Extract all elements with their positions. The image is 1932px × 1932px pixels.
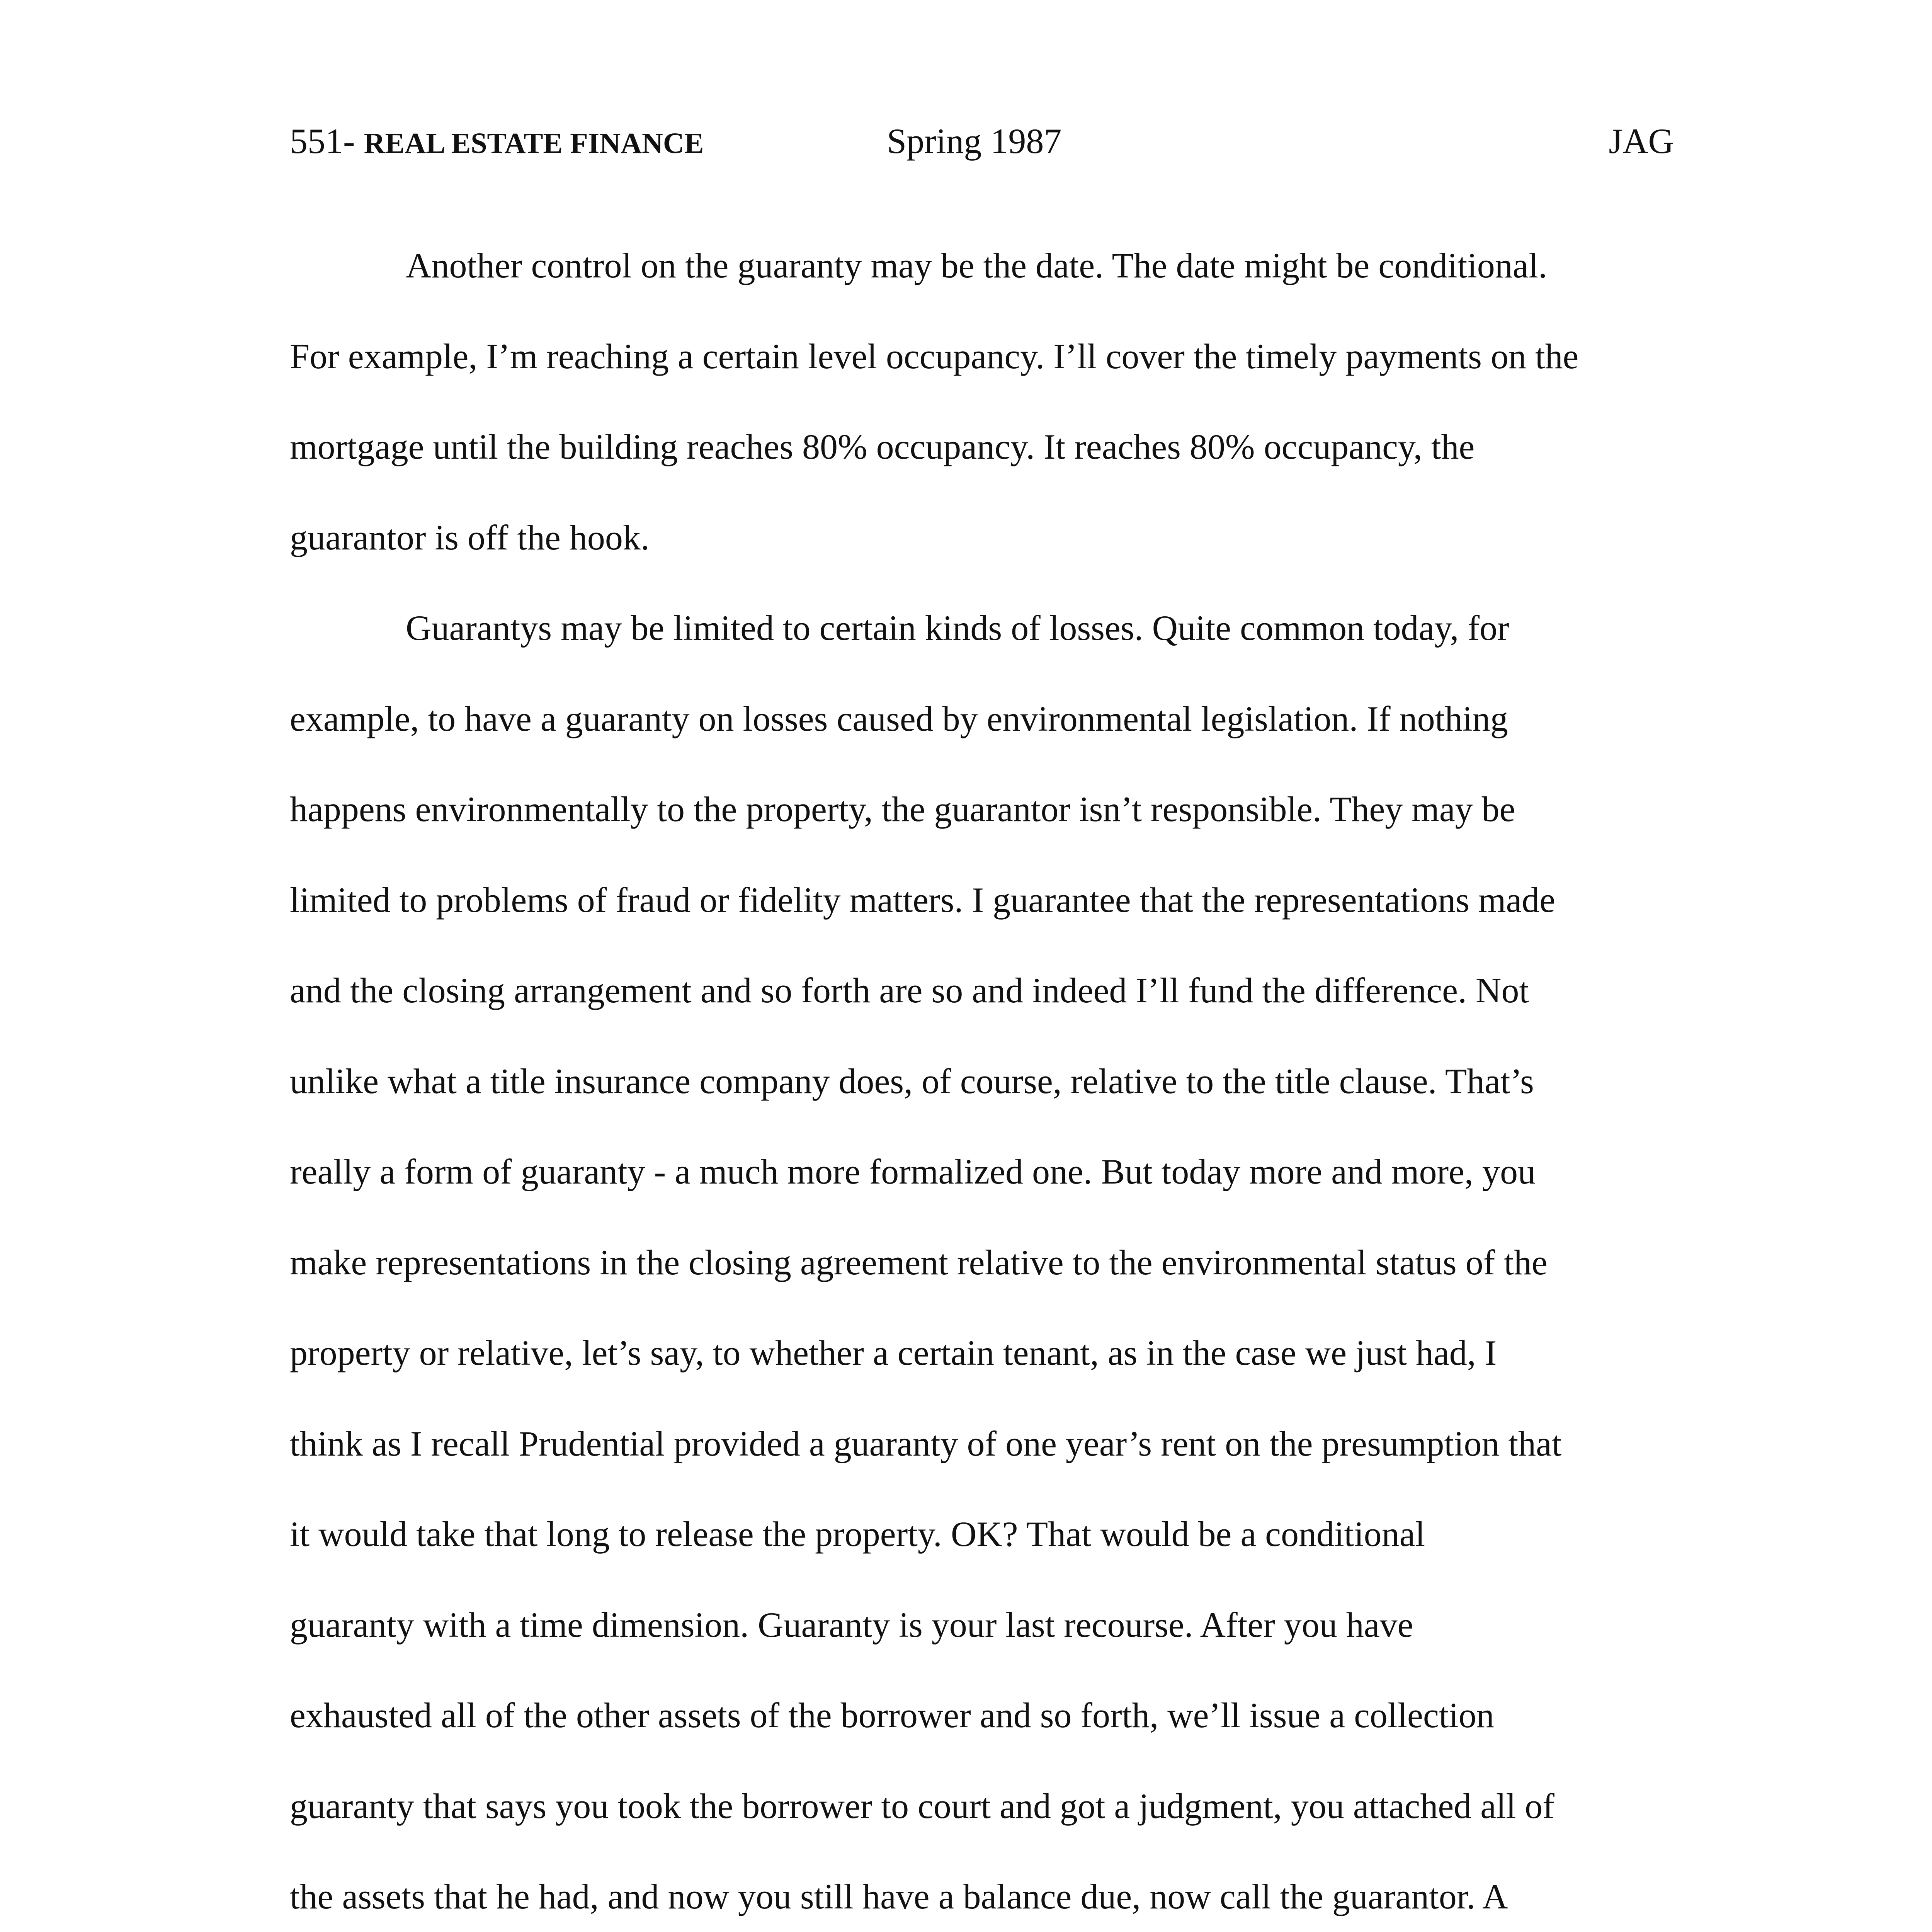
course-number: 551- [290, 121, 355, 161]
author-initials: JAG [1609, 121, 1674, 161]
paragraph-2-line-11: it would take that long to release the property. OK? That would be a conditional [290, 1514, 1425, 1554]
paragraph-1-line-4: guarantor is off the hook. [290, 517, 650, 557]
paragraph-2-line-1: Guarantys may be limited to certain kinds of losses. Quite common today, for [406, 608, 1509, 648]
paragraph-2-line-10: think as I recall Prudential provided a guaranty of one year’s rent on the presumption that [290, 1423, 1562, 1463]
paragraph-2-line-5: and the closing arrangement and so forth are so and indeed I’ll fund the difference. Not [290, 971, 1529, 1010]
paragraph-2-line-6: unlike what a title insurance company does, of course, relative to the title clause. That’s [290, 1061, 1534, 1101]
course-name: REAL ESTATE FINANCE [364, 127, 704, 160]
paragraph-2-line-7: really a form of guaranty - a much more formalized one. But today more and more, you [290, 1152, 1536, 1191]
paragraph-2-line-2: example, to have a guaranty on losses caused by environmental legislation. If nothing [290, 699, 1508, 738]
paragraph-2-line-12: guaranty with a time dimension. Guaranty is your last recourse. After you have [290, 1605, 1413, 1645]
paragraph-2-line-13: exhausted all of the other assets of the borrower and so forth, we’ll issue a collection [290, 1696, 1494, 1735]
paragraph-2-line-3: happens environmentally to the property, the guarantor isn’t responsible. They may be [290, 789, 1515, 829]
course-term: Spring 1987 [887, 121, 1062, 161]
page-header [0, 116, 1932, 166]
paragraph-2-line-8: make representations in the closing agreement relative to the environmental status of the [290, 1242, 1548, 1282]
paragraph-2-line-15: the assets that he had, and now you still have a balance due, now call the guarantor. A [290, 1877, 1508, 1916]
transcript-body [290, 220, 1681, 1932]
paragraph-2-line-4: limited to problems of fraud or fidelity matters. I guarantee that the representations made [290, 880, 1556, 920]
course-title [290, 116, 704, 168]
paragraph-1-line-3: mortgage until the building reaches 80% occupancy. It reaches 80% occupancy, the [290, 427, 1475, 466]
paragraph-1-line-1: Another control on the guaranty may be the date. The date might be conditional. [406, 246, 1548, 285]
paragraph-2-line-14: guaranty that says you took the borrower to court and got a judgment, you attached all of [290, 1786, 1554, 1826]
paragraph-1-line-2: For example, I’m reaching a certain level occupancy. I’ll cover the timely payments on the [290, 336, 1579, 376]
paragraph-2-line-9: property or relative, let’s say, to whether a certain tenant, as in the case we just had, I [290, 1333, 1497, 1372]
